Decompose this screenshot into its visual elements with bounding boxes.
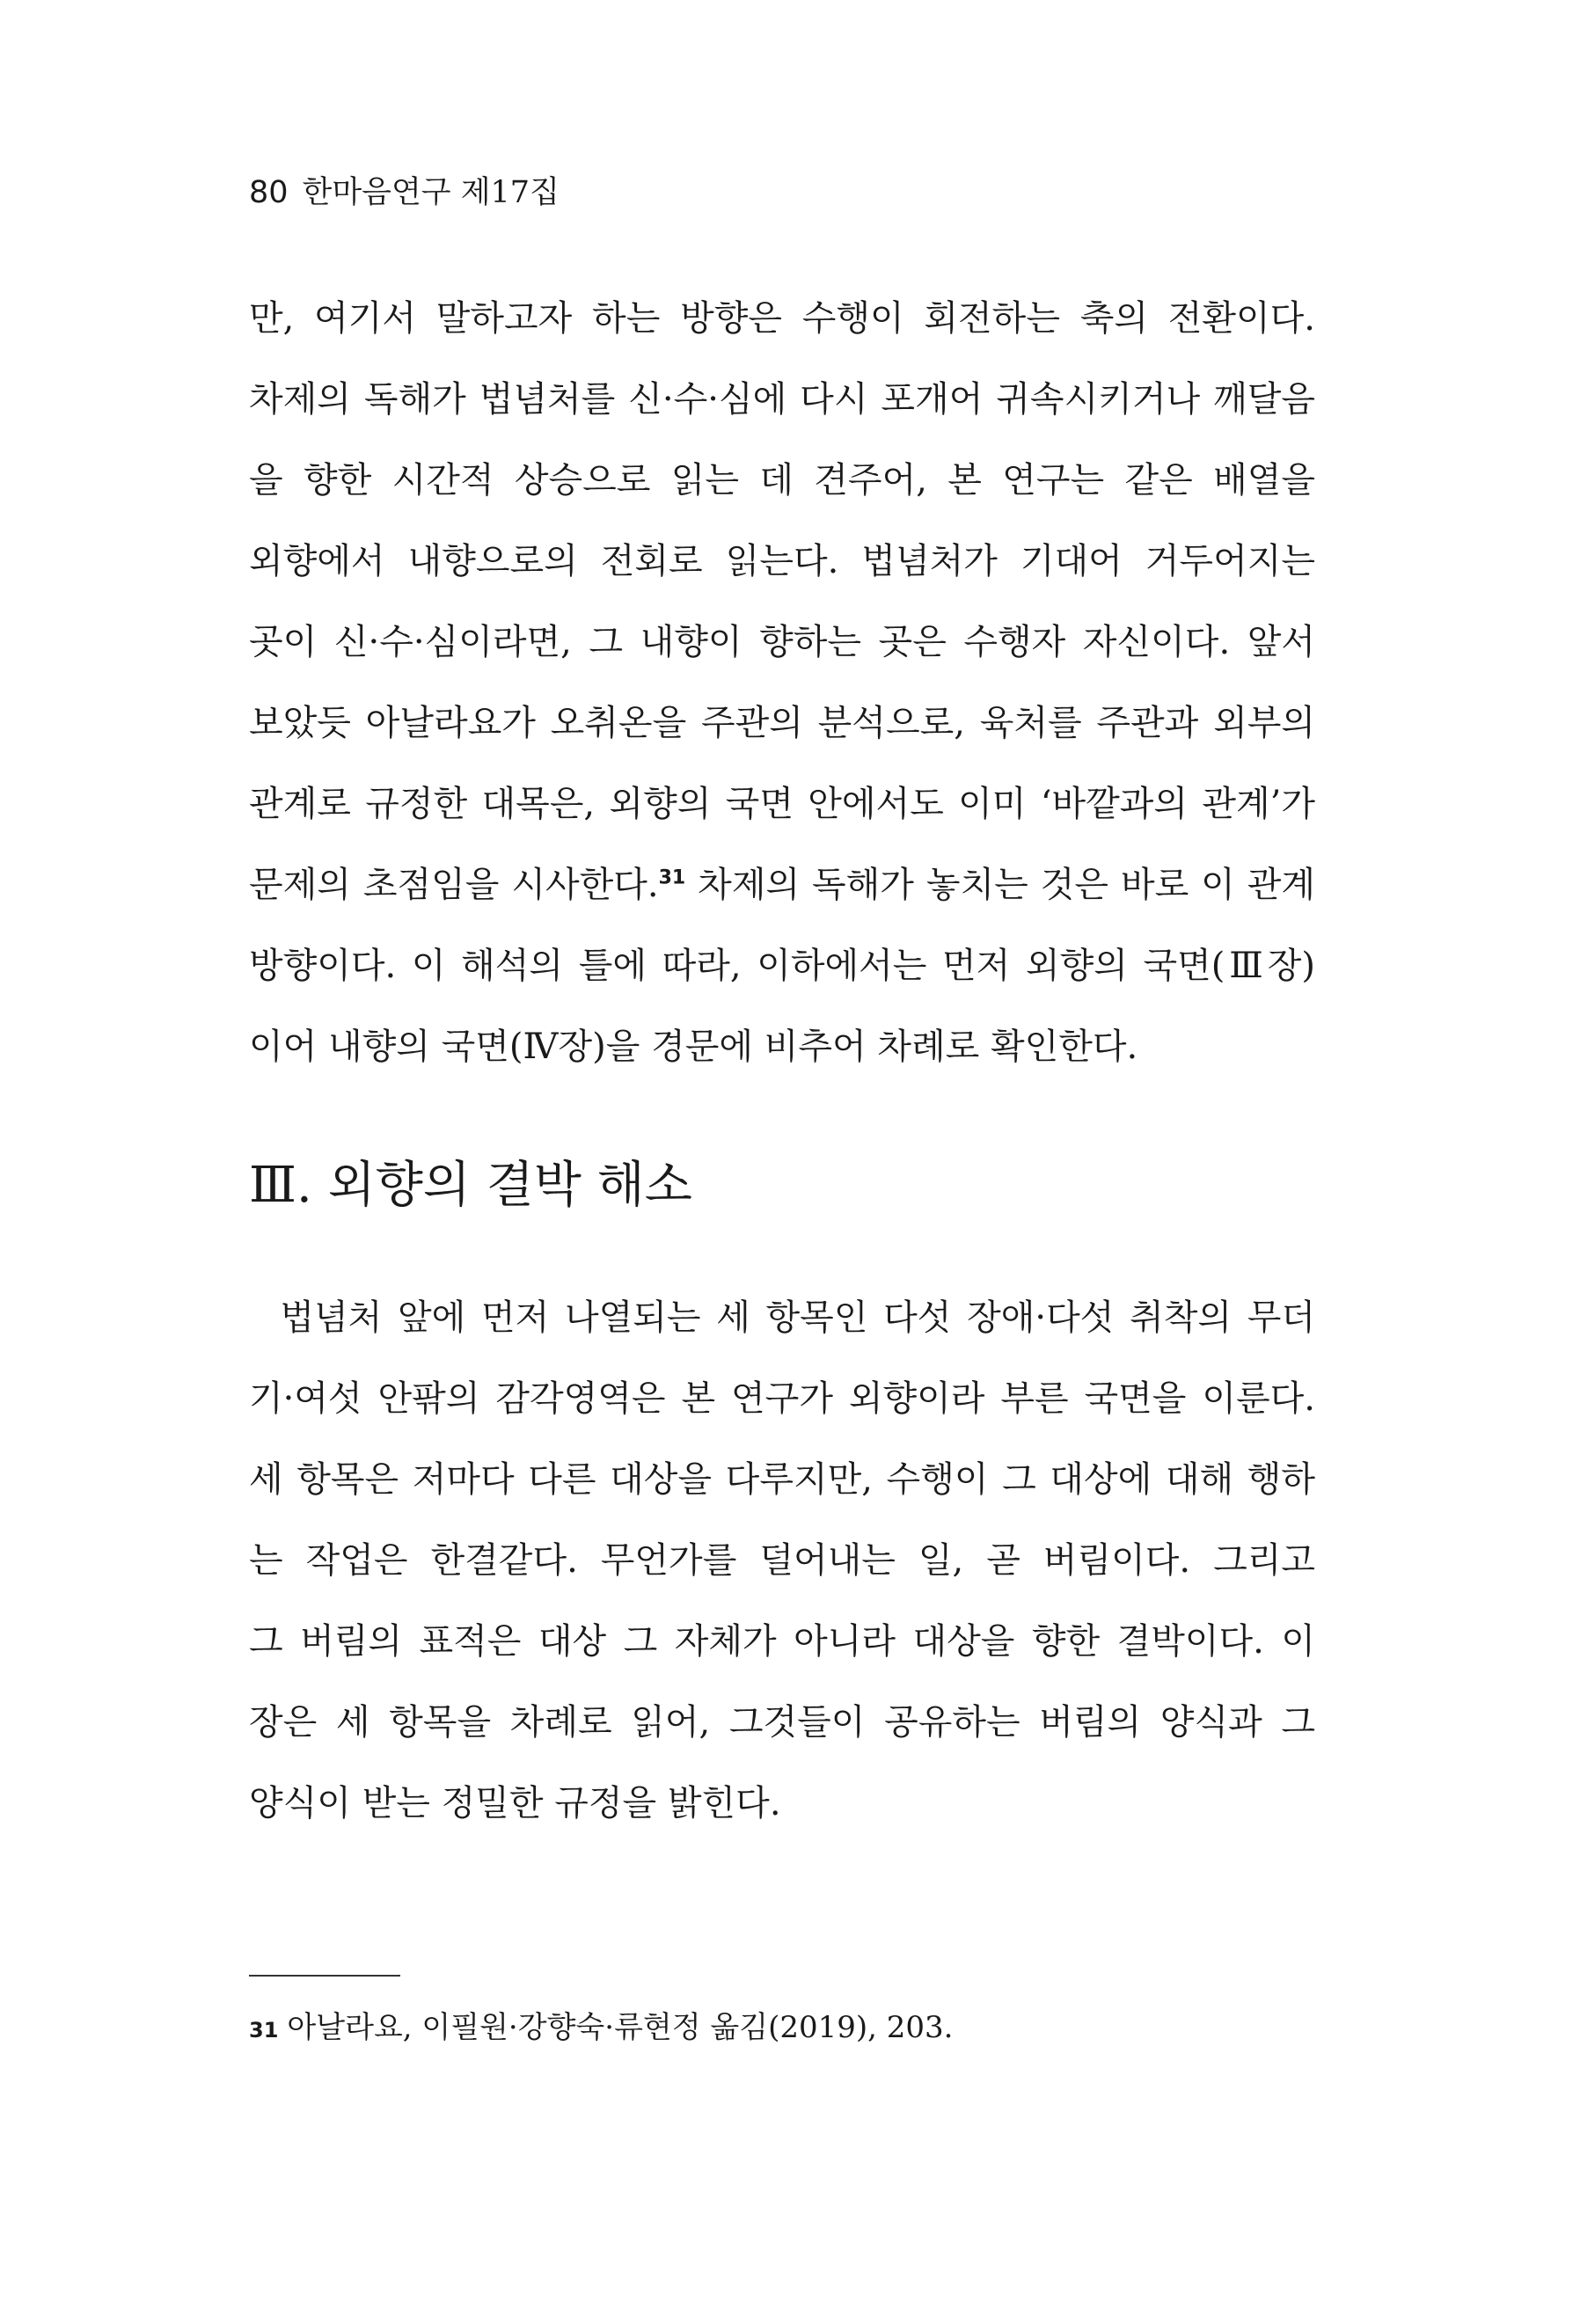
text-line: 세 항목은 저마다 다른 대상을 다루지만, 수행이 그 대상에 대해 행하: [249, 1459, 1315, 1500]
paragraph-section-body: [249, 1277, 1315, 1844]
text-segment: 문제의 초점임을 시사한다.: [249, 865, 659, 905]
text-line-last: 양식이 받는 정밀한 규정을 밝힌다.: [249, 1783, 781, 1823]
text-line: 관계로 규정한 대목은, 외향의 국면 안에서도 이미 ‘바깥과의 관계’가: [249, 784, 1315, 824]
text-line-last: 이어 내향의 국면(Ⅳ장)을 경문에 비추어 차례로 확인한다.: [249, 1027, 1138, 1067]
section-heading: Ⅲ. 외향의 결박 해소: [249, 1157, 692, 1214]
text-line: 기·여섯 안팎의 감각영역은 본 연구가 외향이라 부른 국면을 이룬다.: [249, 1378, 1315, 1419]
text-line-with-footnote: [249, 844, 1315, 925]
text-line: 는 작업은 한결같다. 무언가를 덜어내는 일, 곧 버림이다. 그리고: [249, 1540, 1315, 1581]
text-line: 곳이 신·수·심이라면, 그 내향이 향하는 곳은 수행자 자신이다. 앞서: [249, 622, 1315, 662]
text-segment: 차제의 독해가 놓치는 것은 바로 이 관계: [698, 865, 1315, 905]
text-line: 외향에서 내향으로의 전회로 읽는다. 법념처가 기대어 거두어지는: [249, 541, 1315, 581]
text-line: 보았듯 아날라요가 오취온을 주관의 분석으로, 육처를 주관과 외부의: [249, 703, 1315, 743]
text-line: 방향이다. 이 해석의 틀에 따라, 이하에서는 먼저 외향의 국면(Ⅲ장): [249, 946, 1315, 986]
paragraph-intro: [249, 278, 1315, 1087]
footnote-text: 아날라요, 이필원·강향숙·류현정 옮김(2019), 203.: [287, 2010, 954, 2045]
page-number: 80: [249, 175, 289, 210]
footnote-divider: [249, 1975, 400, 1977]
text-line: 법념처 앞에 먼저 나열되는 세 항목인 다섯 장애·다섯 취착의 무더: [249, 1297, 1315, 1338]
footnote-number: 31: [249, 2018, 279, 2043]
text-line: 을 향한 시간적 상승으로 읽는 데 견주어, 본 연구는 같은 배열을: [249, 460, 1315, 501]
text-line: 만, 여기서 말하고자 하는 방향은 수행이 회전하는 축의 전환이다.: [249, 298, 1315, 339]
footnote-reference[interactable]: 31: [658, 866, 686, 889]
running-head: [249, 173, 560, 212]
text-line: 장은 세 항목을 차례로 읽어, 그것들이 공유하는 버림의 양식과 그: [249, 1702, 1315, 1743]
footnote: [249, 2007, 953, 2050]
text-line: 그 버림의 표적은 대상 그 자체가 아니라 대상을 향한 결박이다. 이: [249, 1621, 1315, 1662]
journal-title: 한마음연구 제17집: [302, 175, 560, 210]
text-line: 차제의 독해가 법념처를 신·수·심에 다시 포개어 귀속시키거나 깨달음: [249, 379, 1315, 420]
